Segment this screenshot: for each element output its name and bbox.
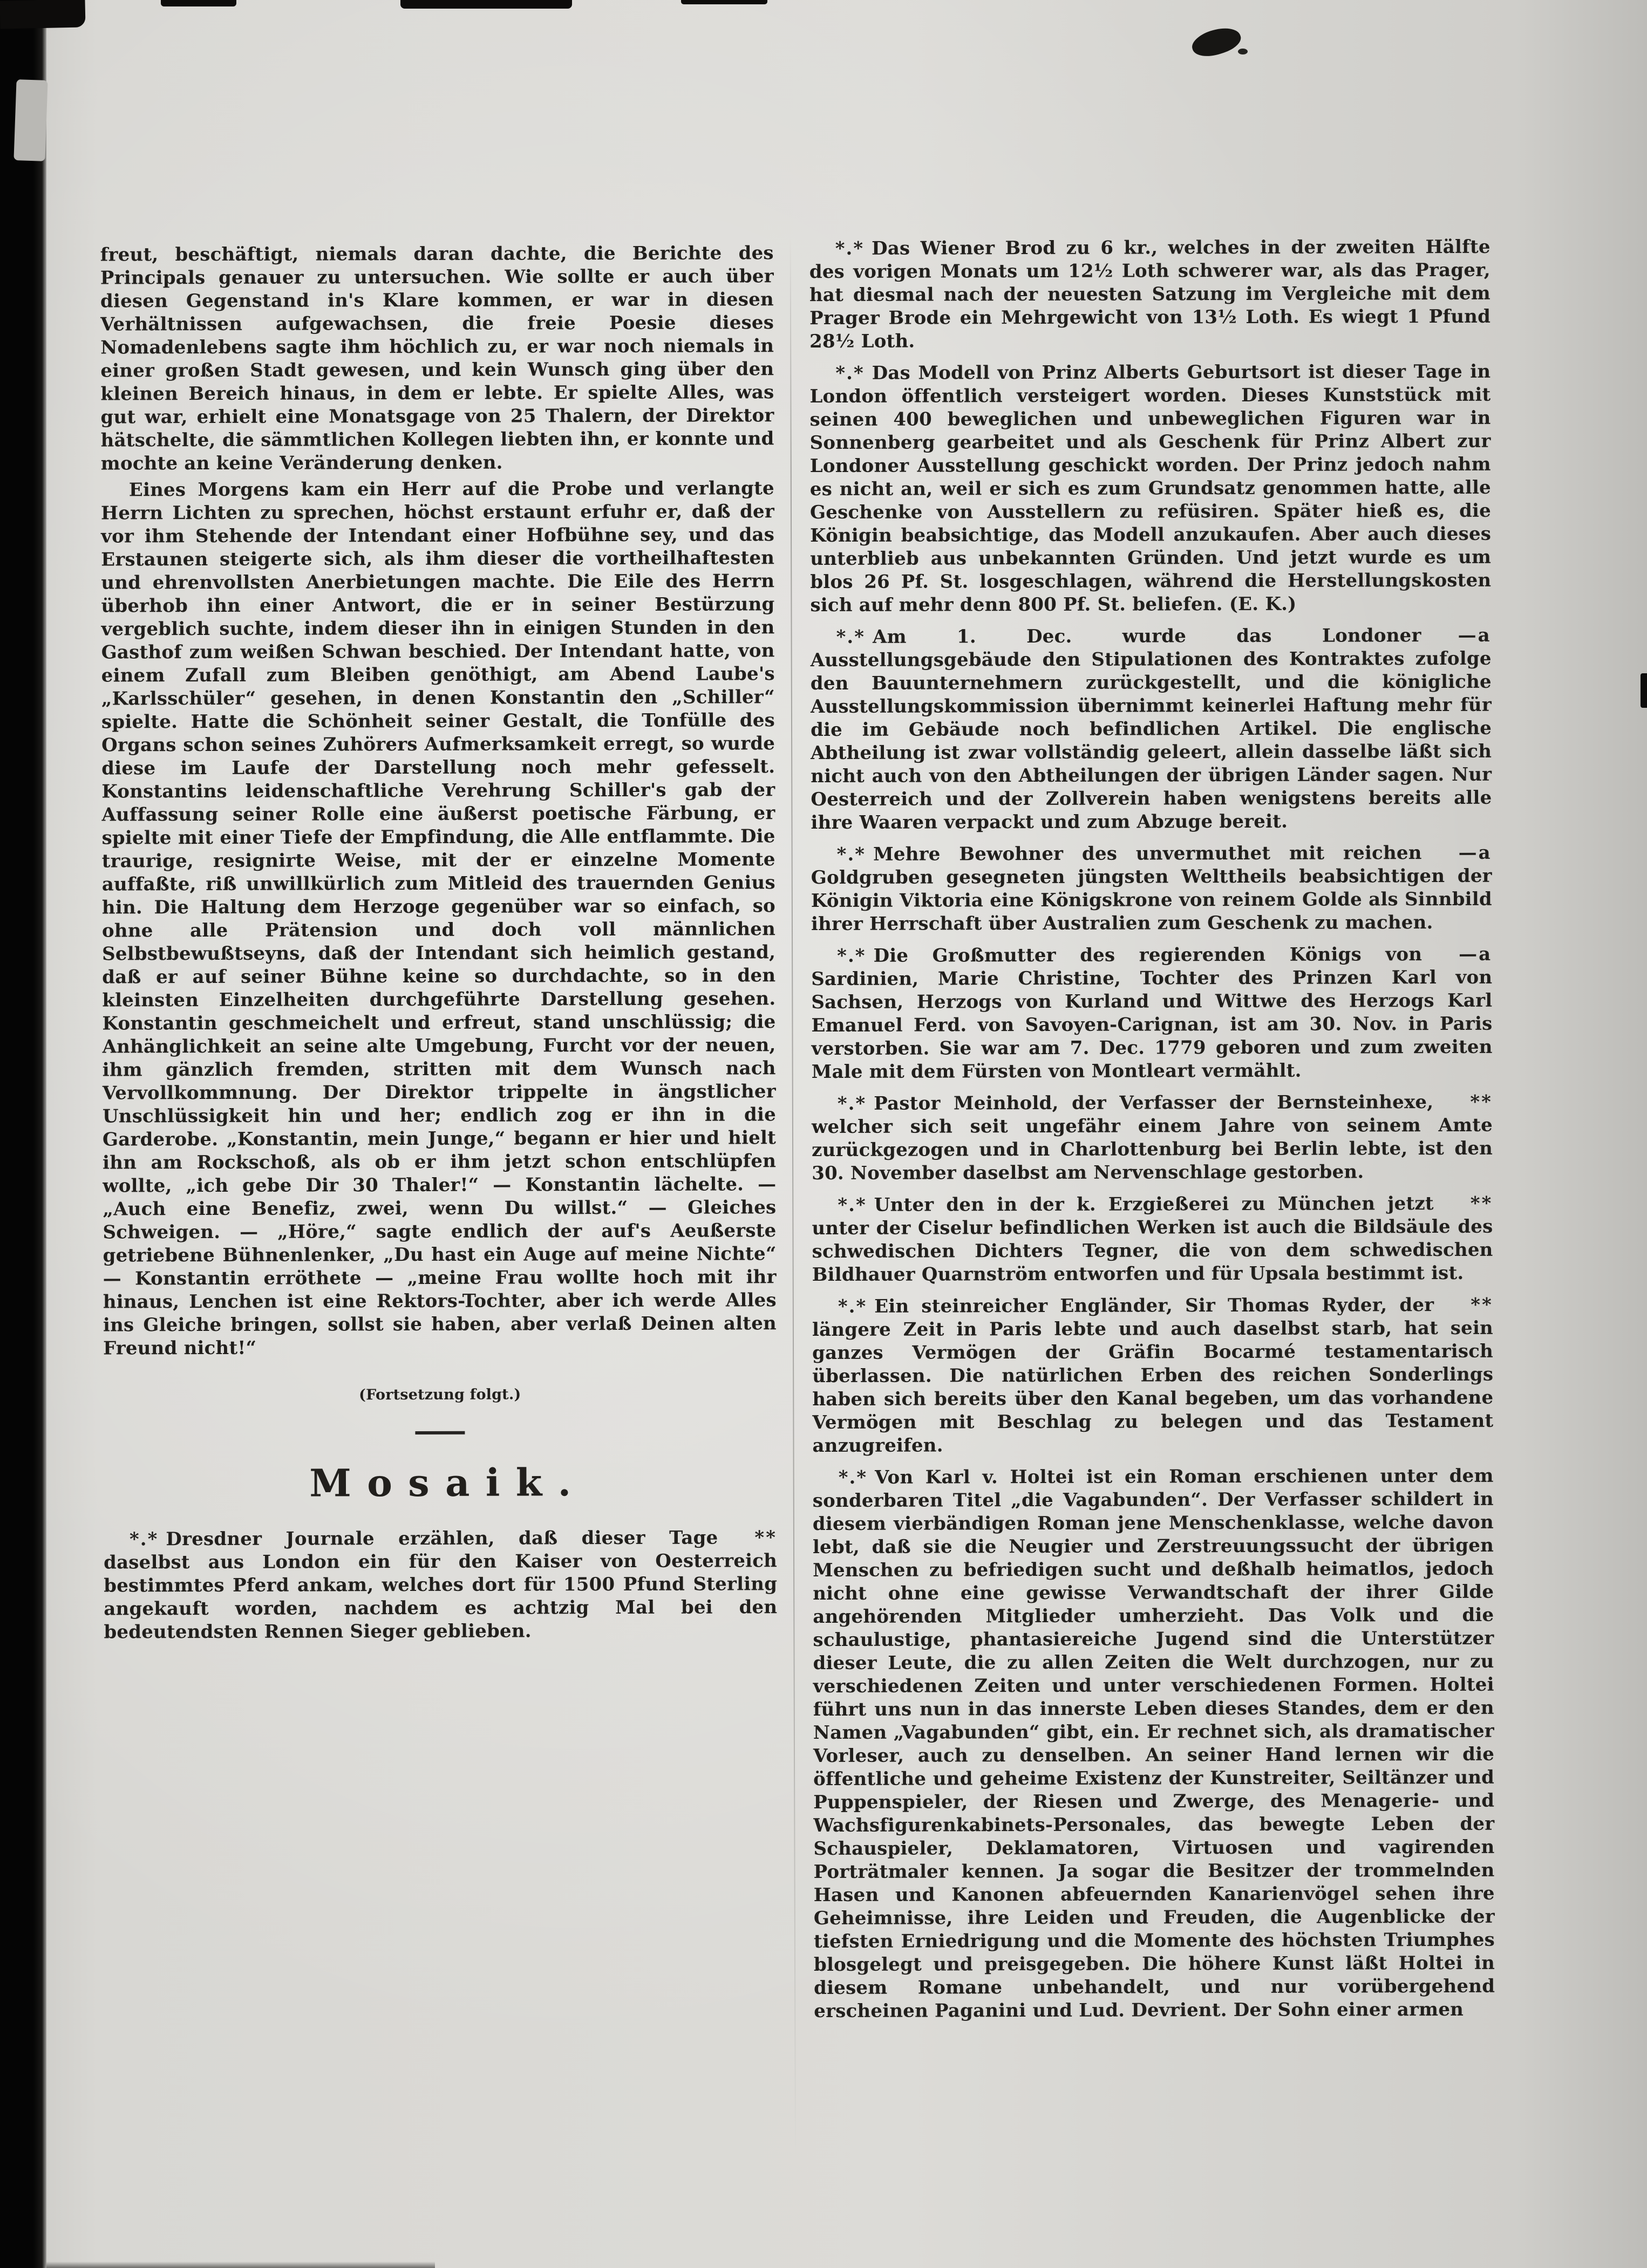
news-item xyxy=(809,236,1491,353)
news-item-text: Die Großmutter des regierenden Königs von Sardinien, Marie Christine, Tochter des Prinzen Karl von Sachsen, Herzogs von Kurland und Wittwe des Herzogs Karl Emanuel Ferd. von Savoyen-Carignan, ist am 30. Nov. in Paris verstorben. Sie war am 7. Dec. 1779 geboren und zum zweiten Male mit dem Fürsten von Montleart vermählt. xyxy=(811,944,1493,1083)
asterism-marker: *.* xyxy=(837,1092,867,1115)
news-item xyxy=(813,1465,1495,2023)
item-signature: —a xyxy=(1458,624,1492,646)
asterism-marker: *.* xyxy=(838,1295,867,1317)
asterism-marker: *.* xyxy=(835,237,865,259)
asterism-marker: *.* xyxy=(838,1194,867,1216)
item-signature: —a xyxy=(1458,842,1492,864)
section-divider-rule xyxy=(415,1431,465,1434)
mosaik-items-right xyxy=(809,236,1495,2023)
news-item-text: Das Wiener Brod zu 6 kr., welches in der zweiten Hälfte des vorigen Monats um 12½ Loth schwerer war, als das Prager, hat diesmal nach der neuesten Satzung im Vergleiche mit dem Prager Brode ein Mehrgewicht von 13½ Loth. Es wiegt 1 Pfund 28½ Loth. xyxy=(809,236,1491,353)
item-signature: ** xyxy=(1471,1294,1493,1316)
mosaik-items-left xyxy=(104,1526,778,1644)
news-item xyxy=(811,624,1492,835)
news-item-text: Ein steinreicher Engländer, Sir Thomas Ryder, der längere Zeit in Paris lebte und auch daselbst starb, hat sein ganzes Vermögen der Gräfin Bocarmé testamentarisch überlassen. Die natürlichen Erben des reichen Sonderlings haben sich bereits über den Kanal begeben, um das vorhandene Vermögen mit Beschlag zu belegen und das Testament anzugreifen. xyxy=(812,1294,1494,1457)
news-item xyxy=(104,1526,778,1644)
asterism-marker: *.* xyxy=(837,945,866,967)
news-item xyxy=(812,1091,1493,1185)
section-title-mosaik: Mosaik. xyxy=(309,1460,587,1506)
news-item-text: Unter den in der k. Erzgießerei zu München jetzt unter der Ciselur befindlichen Werken ist auch die Bildsäule des schwedischen Dichters Tegner, die von dem schwedischen Bildhauer Quarnström entworfen und für Upsala bestimmt ist. xyxy=(812,1193,1493,1286)
news-item-text: Von Karl v. Holtei ist ein Roman erschienen unter dem sonderbaren Titel „die Vagabunden“. Der Verfasser schildert in diesem vierbändigen Roman jene Menschenklasse, welche davon lebt, daß sie die Neugier und Zerstreuungssucht der übrigen Menschen zu befriedigen sucht und deßhalb heimatlos, jedoch nicht ohne eine gewisse Verwandtschaft der ihrer Gilde angehörenden Mitglieder umherzieht. Das Volk und die schaulustige, phantasiereiche Jugend sind die Unterstützer dieser Leute, die zu allen Zeiten die Welt durchzogen, nur zu verschiedenen Zeiten und unter verschiedenen Formen. Holtei führt uns nun in das innerste Leben dieses Standes, dem er den Namen „Vagabunden“ gibt, ein. Er rechnet sich, als dramatischer Vorleser, auch zu denselben. An seiner Hand lernen wir die öffentliche und geheime Existenz der Kunstreiter, Seiltänzer und Puppenspieler, der Riesen und Zwerge, des Menagerie- und Wachsfigurenkabinets-Personales, das bewegte Leben der Schauspieler, Deklamatoren, Virtuosen und vagirenden Porträtmaler kennen. Ja sogar die Besitzer der trommelnden Hasen und Kanonen abfeuernden Kanarienvögel sehen ihre Geheimnisse, ihre Leiden und Freuden, die Augenblicke der tiefsten Erniedrigung und die Momente des höchsten Triumphes blosgelegt und preisgegeben. Die höhere Kunst läßt Holtei in diesem Romane unbehandelt, und nur vorübergehend erscheinen Paganini und Lud. Devrient. Der Sohn einer armen xyxy=(812,1465,1495,2023)
item-signature: —a xyxy=(1459,943,1493,965)
news-item-text: Mehre Bewohner des unvermuthet mit reichen Goldgruben gesegneten jüngsten Welttheils beabsichtigen der Königin Viktoria eine Königskrone von reinem Golde als Sinnbild ihrer Herrschaft über Australien zum Geschenk zu machen. xyxy=(811,842,1492,935)
news-item xyxy=(809,360,1491,617)
news-item-text: Dresdner Journale erzählen, daß dieser Tage daselbst aus London ein für den Kaiser von Oesterreich bestimmtes Pferd ankam, welches dort für 1500 Pfund Sterling angekauft worden, nachdem es achtzig Mal bei den bedeutendsten Rennen Sieger geblieben. xyxy=(104,1527,778,1643)
item-signature: ** xyxy=(1470,1091,1493,1113)
continuation-note: (Fortsetzung folgt.) xyxy=(359,1386,521,1404)
item-signature: ** xyxy=(754,1527,778,1549)
news-item-text: Das Modell von Prinz Alberts Geburtsort ist dieser Tage in London öffentlich versteigert worden. Dieses Kunststück mit seinen 400 beweglichen und unbeweglichen Figuren war in Sonnenberg gearbeitet und als Geschenk für Prinz Albert zur Londoner Ausstellung geschickt worden. Der Prinz jedoch nahm es nicht an, weil er sich es zum Grundsatz genommen hatte, alle Geschenke von Ausstellern zu refüsiren. Später hieß es, die Königin beabsichtige, das Modell anzukaufen. Aber auch dieses unterblieb aus unbekannten Gründen. Und jetzt wurde es um blos 26 Pf. St. losgeschlagen, während die Herstellungskosten sich auf mehr denn 800 Pf. St. beliefen. (E. K.) xyxy=(809,360,1492,617)
news-item xyxy=(811,842,1492,936)
asterism-marker: *.* xyxy=(838,1466,868,1488)
news-item-text: Pastor Meinhold, der Verfasser der Bernsteinhexe, welcher sich seit ungefähr einem Jahre von seinem Amte zurückgezogen und in Charlottenburg bei Berlin lebte, ist den 30. November daselbst am Nervenschlage gestorben. xyxy=(811,1091,1493,1185)
asterism-marker: *.* xyxy=(836,843,866,865)
right-column xyxy=(809,236,1495,2032)
asterism-marker: *.* xyxy=(835,362,865,384)
news-item-text: Am 1. Dec. wurde das Londoner Ausstellungsgebäude den Stipulationen des Kontraktes zufolge den Bauunternehmern zurückgestellt, und die königliche Ausstellungskommission übernimmt keinerlei Haftung mehr für die im Gebäude noch befindlichen Artikel. Die englische Abtheilung ist zwar vollständig geleert, allein dasselbe läßt sich nicht auch von den Abtheilungen der übrigen Länder sagen. Nur Oesterreich und der Zollverein haben wenigstens bereits alle ihre Waaren verpackt und zum Abzuge bereit. xyxy=(810,625,1492,834)
asterism-marker: *.* xyxy=(129,1528,159,1550)
column-divider-rule xyxy=(790,237,796,2158)
story-paragraph: freut, beschäftigt, niemals daran dachte, die Berichte des Principals genauer zu untersuchen. Wie sollte er auch über diesen Gegenstand in's Klare kommen, er war in diesen Verhältnissen aufgewachsen, die freie Poesie dieses Nomadenlebens sagte ihm höchlich zu, er war noch niemals in einer großen Stadt gewesen, und kein Wunsch ging über den kleinen Bereich hinaus, in dem er lebte. Er spielte Alles, was gut war, erhielt eine Monatsgage von 25 Thalern, der Direktor hätschelte, die sämmtlichen Kollegen liebten ihn, er konnte und mochte an keine Veränderung denken. xyxy=(100,242,774,475)
news-item xyxy=(811,943,1493,1084)
asterism-marker: *.* xyxy=(836,626,866,648)
story-continuation xyxy=(100,242,777,1360)
news-item xyxy=(812,1192,1493,1287)
left-column xyxy=(100,242,778,1652)
story-paragraph: Eines Morgens kam ein Herr auf die Probe und verlangte Herrn Lichten zu sprechen, höchst erstaunt erfuhr er, daß der vor ihm Stehende der Intendant einer Hofbühne sey, und das Erstaunen steigerte sich, als ihm dieser die vortheilhaftesten und ehrenvollsten Anerbietungen machte. Die Eile des Herrn überhob ihn einer Antwort, die er in seiner Bestürzung vergeblich suchte, indem dieser ihn in einigen Stunden in den Gasthof zum weißen Schwan beschied. Der Intendant hatte, von einem Zufall zum Bleiben genöthigt, am Abend Laube's „Karlsschüler“ gesehen, in denen Konstantin den „Schiller“ spielte. Hatte die Schönheit seiner Gestalt, die Tonfülle des Organs schon seines Zuhörers Aufmerksamkeit erregt, so wurde diese im Laufe der Darstellung noch mehr gefesselt. Konstantins leidenschaftliche Verehrung Schiller's gab der Auffassung seiner Rolle eine äußerst poetische Färbung, er spielte mit einer Tiefe der Empfindung, die Alle entflammte. Die traurige, resignirte Weise, mit der er einzelne Momente auffaßte, riß unwillkürlich zum Mitleid des trauernden Genius hin. Die Haltung dem Herzoge gegenüber war so einfach, so ohne alle Prätension und doch voll männlichen Selbstbewußtseyns, daß der Intendant sich heimlich gestand, daß er auf seiner Bühne keine so durchdachte, so in den kleinsten Einzelheiten durchgeführte Darstellung gesehen. Konstantin geschmeichelt und erfreut, stand unschlüssig; die Anhänglichkeit an seine alte Umgebung, Furcht vor der neuen, ihm gänzlich fremden, stritten mit dem Wunsch nach Vervollkommnung. Der Direktor trippelte in ängstlicher Unschlüssigkeit hin und her; endlich zog er ihn in die Garderobe. „Konstantin, mein Junge,“ begann er hier und hielt ihn am Rockschoß, als ob er ihm jetzt schon entschlüpfen wollte, „ich gebe Dir 30 Thaler!“ — Konstantin lächelte. — „Auch eine Benefiz, zwei, wenn Du willst.“ — Gleiches Schweigen. — „Höre,“ sagte endlich der auf's Aeußerste getriebene Bühnenlenker, „Du hast ein Auge auf meine Nichte“ — Konstantin erröthete — „meine Frau wollte hoch mit ihr hinaus, Lenchen ist eine Rektors-Tochter, aber ich werde Alles ins Gleiche bringen, sollst sie haben, aber verlaß Deinen alten Freund nicht!“ xyxy=(100,477,777,1360)
item-signature: ** xyxy=(1470,1192,1493,1214)
news-item xyxy=(812,1294,1494,1458)
